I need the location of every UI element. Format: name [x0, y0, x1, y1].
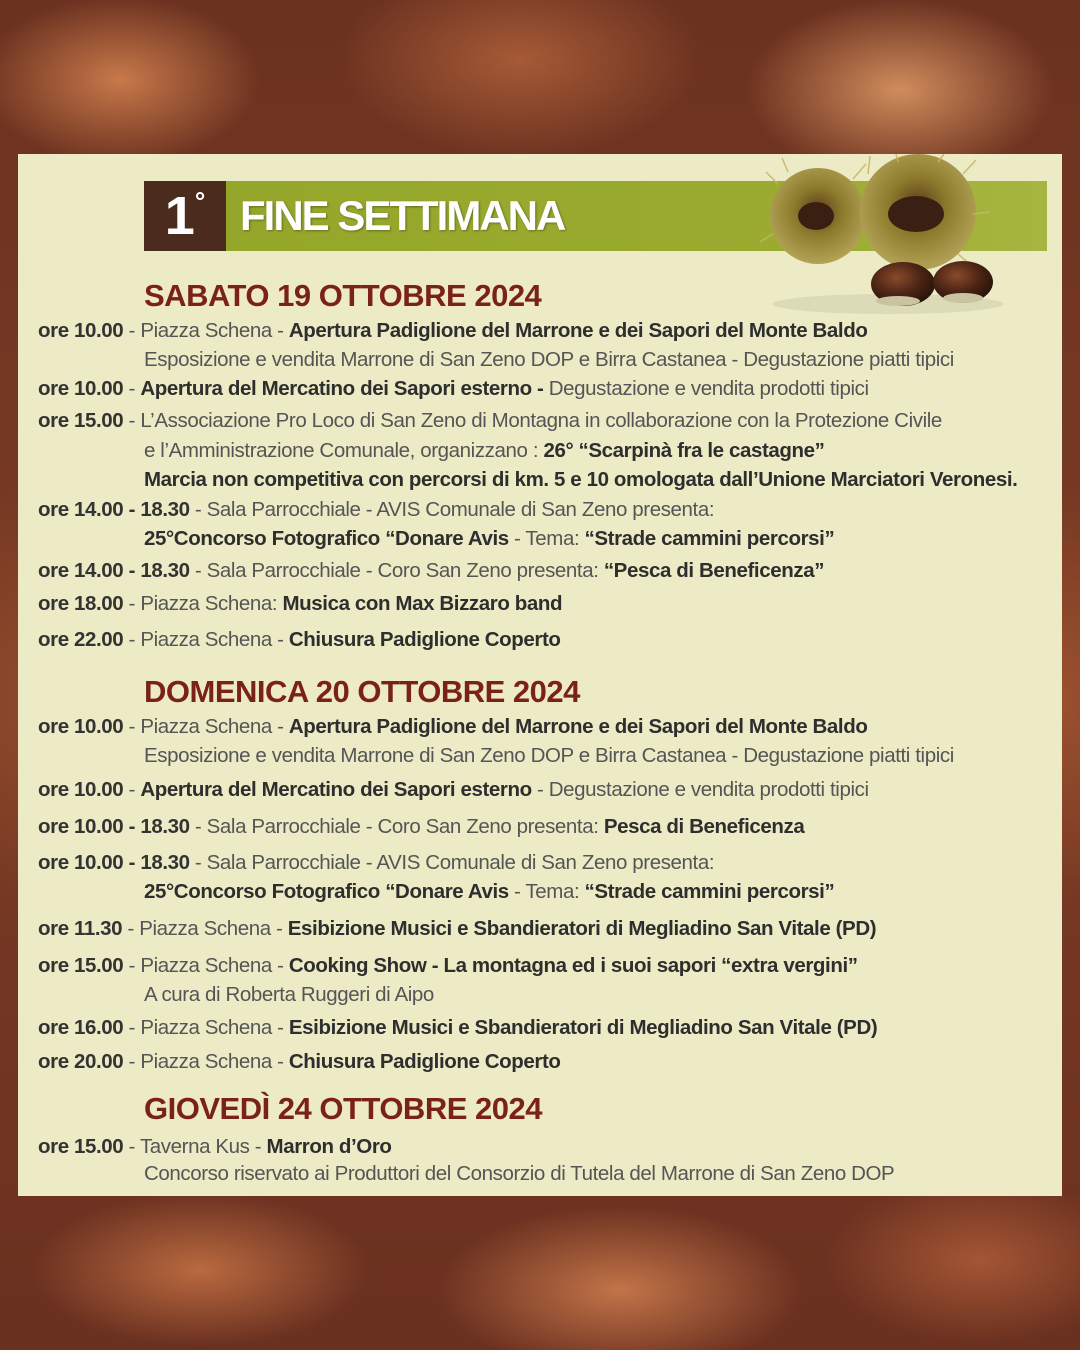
weekend-number-badge: 1°	[144, 181, 226, 251]
event-line: ore 10.00 - Piazza Schena - Apertura Padiglione del Marrone e dei Sapori del Monte Baldo	[38, 319, 868, 342]
day-title-thursday: GIOVEDÌ 24 OTTOBRE 2024	[144, 1091, 542, 1126]
chestnut-icon	[758, 154, 1013, 324]
event-line: ore 14.00 - 18.30 - Sala Parrocchiale - Coro San Zeno presenta: “Pesca di Beneficenza”	[38, 559, 825, 582]
event-line: ore 15.00 - Taverna Kus - Marron d’Oro	[38, 1135, 392, 1158]
event-line: ore 15.00 - L’Associazione Pro Loco di San Zeno di Montagna in collaborazione con la Protezione Civile	[38, 409, 942, 432]
event-line: Marcia non competitiva con percorsi di km. 5 e 10 omologata dall’Unione Marciatori Veronesi.	[144, 468, 1018, 491]
event-line: ore 22.00 - Piazza Schena - Chiusura Padiglione Coperto	[38, 628, 561, 651]
event-line: ore 10.00 - 18.30 - Sala Parrocchiale - Coro San Zeno presenta: Pesca di Beneficenza	[38, 815, 805, 838]
event-line: Esposizione e vendita Marrone di San Zeno DOP e Birra Castanea - Degustazione piatti tipici	[144, 744, 954, 767]
event-line: ore 15.00 - Piazza Schena - Cooking Show - La montagna ed i suoi sapori “extra vergini”	[38, 954, 858, 977]
event-line: ore 18.00 - Piazza Schena: Musica con Max Bizzaro band	[38, 592, 563, 615]
event-line: ore 10.00 - 18.30 - Sala Parrocchiale - AVIS Comunale di San Zeno presenta:	[38, 851, 715, 874]
event-line: ore 10.00 - Apertura del Mercatino dei Sapori esterno - Degustazione e vendita prodotti tipici	[38, 377, 869, 400]
event-line: Esposizione e vendita Marrone di San Zeno DOP e Birra Castanea - Degustazione piatti tipici	[144, 348, 954, 371]
event-line: A cura di Roberta Ruggeri di Aipo	[144, 983, 434, 1006]
day-title-sunday: DOMENICA 20 OTTOBRE 2024	[144, 674, 580, 709]
event-line: ore 16.00 - Piazza Schena - Esibizione Musici e Sbandieratori di Megliadino San Vitale (PD)	[38, 1016, 878, 1039]
event-line: 25°Concorso Fotografico “Donare Avis - Tema: “Strade cammini percorsi”	[144, 880, 835, 903]
header-title: FINE SETTIMANA	[240, 192, 565, 239]
day-title-saturday: SABATO 19 OTTOBRE 2024	[144, 278, 542, 313]
event-line: e l’Amministrazione Comunale, organizzano : 26° “Scarpinà fra le castagne”	[144, 439, 825, 462]
event-line: ore 20.00 - Piazza Schena - Chiusura Padiglione Coperto	[38, 1050, 561, 1073]
event-line: ore 14.00 - 18.30 - Sala Parrocchiale - AVIS Comunale di San Zeno presenta:	[38, 498, 715, 521]
program-card	[18, 154, 1062, 1196]
event-line: ore 10.00 - Piazza Schena - Apertura Padiglione del Marrone e dei Sapori del Monte Baldo	[38, 715, 868, 738]
event-line: 25°Concorso Fotografico “Donare Avis - Tema: “Strade cammini percorsi”	[144, 527, 835, 550]
event-line: ore 11.30 - Piazza Schena - Esibizione Musici e Sbandieratori di Megliadino San Vitale (PD)	[38, 917, 877, 940]
event-line: ore 10.00 - Apertura del Mercatino dei Sapori esterno - Degustazione e vendita prodotti tipici	[38, 778, 869, 801]
event-line: Concorso riservato ai Produttori del Consorzio di Tutela del Marrone di San Zeno DOP	[144, 1162, 895, 1185]
